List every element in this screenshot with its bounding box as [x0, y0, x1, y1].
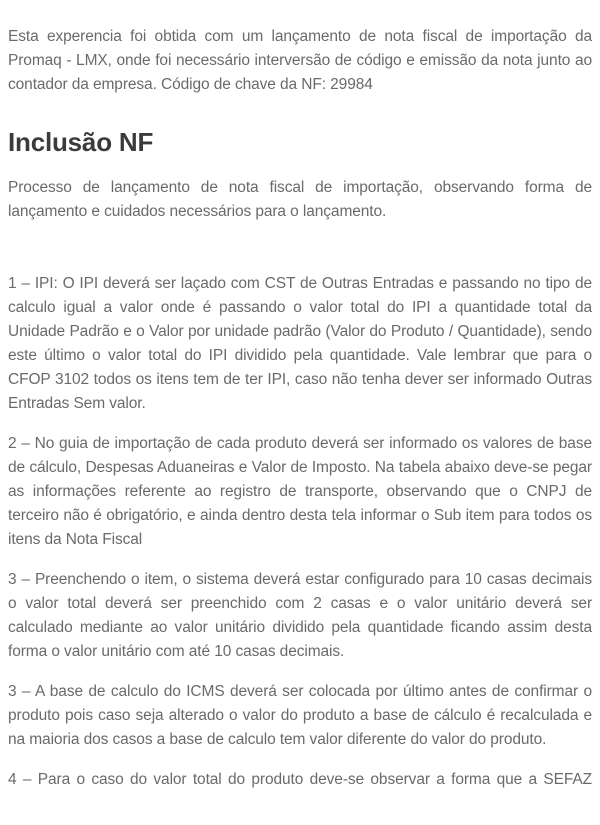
intro-paragraph: Esta experencia foi obtida com um lançamento de nota fiscal de importação da Promaq - LMX, onde foi necessário interversão de código e emissão da nota junto ao contador da empresa. Código de chave da NF: 29984: [8, 28, 592, 93]
article-content: [0, 25, 600, 792]
instruction-item-1: 1 – IPI: O IPI deverá ser laçado com CST de Outras Entradas e passando no tipo de calculo igual a valor onde é passando o valor total do IPI a quantidade total da Unidade Padrão e o Valor por unidade padrão (Valor do Produto / Quantidade), sendo este último o valor total do IPI dividido pela quantidade. Vale lembrar que para o CFOP 3102 todos os itens tem de ter IPI, caso não tenha dever ser informado Outras Entradas Sem valor.: [8, 275, 592, 412]
page-title: Inclusão NF: [8, 127, 154, 157]
instruction-item-2: 2 – No guia de importação de cada produto deverá ser informado os valores de base de cálculo, Despesas Aduaneiras e Valor de Imposto. Na tabela abaixo deve-se pegar as informações referente ao registro de transporte, observando que o CNPJ de terceiro não é obrigatório, e ainda dentro desta tela informar o Sub item para todos os itens da Nota Fiscal: [8, 435, 592, 548]
instruction-item-4: 4 – Para o caso do valor total do produto deve-se observar a forma que a SEFAZ: [8, 771, 592, 788]
section-description: Processo de lançamento de nota fiscal de importação, observando forma de lançamento e cuidados necessários para o lançamento.: [8, 179, 592, 220]
instruction-item-3b: 3 – A base de calculo do ICMS deverá ser colocada por último antes de confirmar o produto pois caso seja alterado o valor do produto a base de cálculo é recalculada e na maioria dos casos a base de calculo tem valor diferente do valor do produto.: [8, 683, 592, 748]
instruction-item-3: 3 – Preenchendo o item, o sistema deverá estar configurado para 10 casas decimais o valor total deverá ser preenchido com 2 casas e o valor unitário deverá ser calculado mediante ao valor unitário dividido pela quantidade ficando assim desta forma o valor unitário com até 10 casas decimais.: [8, 571, 592, 660]
